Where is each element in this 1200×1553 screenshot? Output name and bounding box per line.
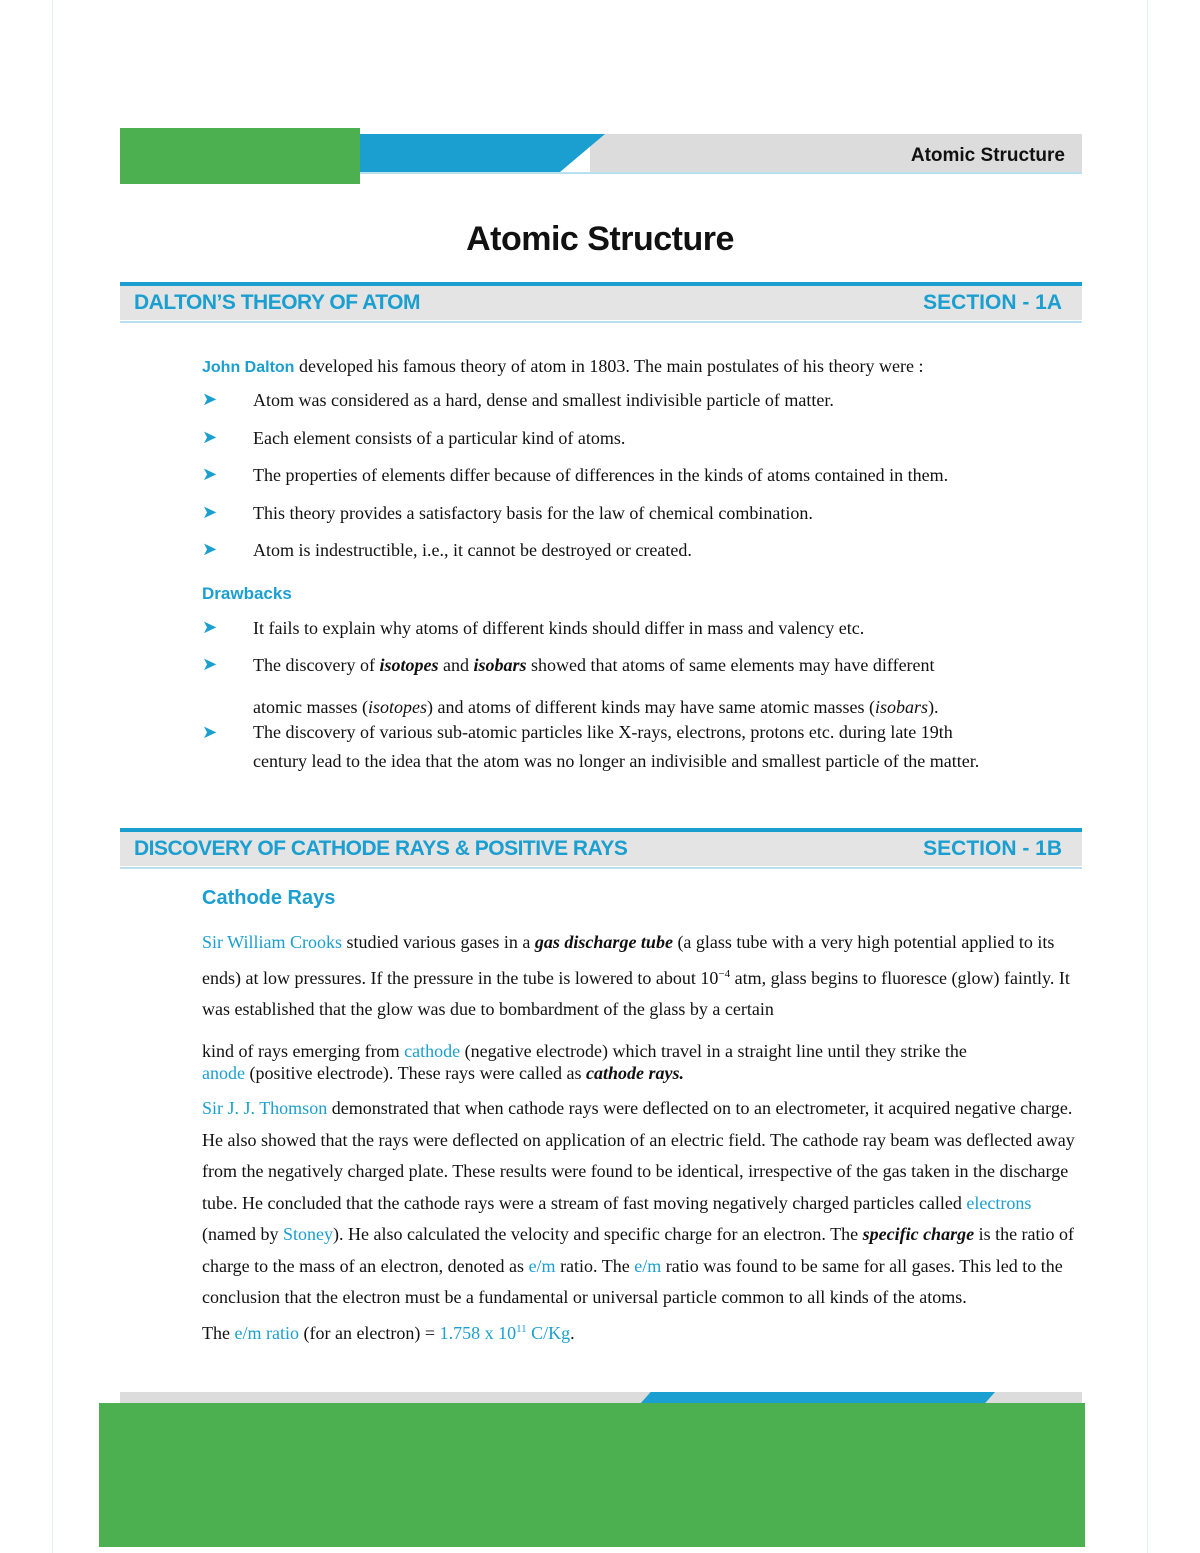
text-run: ). He also calculated the velocity and specific charge for an electron. The <box>333 1224 863 1244</box>
bullet-arrow-icon: ➤ <box>202 464 218 485</box>
crooks-paragraph-continued <box>202 1040 1078 1084</box>
section-1b-label: SECTION - 1B <box>923 837 1062 860</box>
stoney-term: Stoney <box>282 1224 333 1244</box>
bullet-arrow-icon: ➤ <box>202 617 218 638</box>
text-run: ratio. The <box>555 1255 635 1276</box>
gas-discharge-tube-term: gas discharge tube <box>534 932 673 952</box>
text-run: ratio was found to be same for all gases. This led to the conclusion that the electron must be a fundamental or universal particle common to all kinds of the atoms. <box>202 1255 1063 1307</box>
em-ratio-term: e/m ratio <box>234 1322 299 1343</box>
section-1a-label: SECTION - 1A <box>923 291 1062 314</box>
dalton-intro-text: developed his famous theory of atom in 1803. The main postulates of his theory were : <box>294 356 924 376</box>
section-1a-heading: DALTON’S THEORY OF ATOM <box>134 291 421 314</box>
thomson-name: Sir J. J. Thomson <box>202 1098 328 1118</box>
header-green-block <box>120 128 360 184</box>
drawbacks-heading: Drawbacks <box>202 584 292 603</box>
bullet-arrow-icon: ➤ <box>202 502 218 523</box>
em-term: e/m <box>634 1255 662 1276</box>
text-run: ). <box>928 697 939 717</box>
em-term: e/m <box>528 1255 556 1276</box>
drawback-text <box>253 718 1079 776</box>
text-run: The <box>202 1322 235 1343</box>
section-1b-heading: DISCOVERY OF CATHODE RAYS & POSITIVE RAYS <box>134 837 628 860</box>
cathode-rays-term: cathode rays. <box>586 1063 684 1083</box>
isotopes-term: isotopes <box>367 697 427 717</box>
text-run: and <box>438 655 474 675</box>
dalton-intro <box>202 350 1078 384</box>
text-run: (negative electrode) which travel in a straight line until they strike the <box>460 1041 967 1061</box>
section-bar-top-line <box>120 282 1082 286</box>
anode-term: anode <box>202 1063 245 1083</box>
section-1a-bar <box>120 282 1082 320</box>
header-blue-stripe <box>355 134 605 172</box>
bullet-arrow-icon: ➤ <box>202 539 218 560</box>
dalton-name: John Dalton <box>202 359 295 376</box>
value-mantissa: 1.758 x 10 <box>439 1322 517 1343</box>
value-unit: C/Kg <box>526 1322 571 1343</box>
text-run: ) and atoms of different kinds may have same atomic masses ( <box>427 697 876 717</box>
thomson-paragraph <box>202 1093 1078 1349</box>
footer-green-block <box>99 1403 1085 1547</box>
cathode-rays-heading: Cathode Rays <box>202 887 336 909</box>
crooks-name: Sir William Crooks <box>202 932 342 952</box>
text-run: (a glass tube with a very high potential applied to its ends) at low pressures. If the pressure in the tube is lowered to about 10 <box>202 932 1055 988</box>
postulate-text: Atom is indestructible, i.e., it cannot be destroyed or created. <box>253 540 692 560</box>
text-run: atomic masses ( <box>253 697 368 717</box>
text-run: demonstrated that when cathode rays were deflected on to an electrometer, it acquired negative charge. He also showed that the rays were deflected on application of an electric field. The cathode ray beam was deflected away from the negatively charged plate. These results were found to be identical, irrespective of the gas taken in the discharge tube. He concluded that the cathode rays were a stream of fast moving negatively charged particles called <box>202 1098 1075 1213</box>
text-run: showed that atoms of same elements may have different <box>526 655 935 675</box>
section-1b-bar <box>120 828 1082 866</box>
drawback-text <box>253 651 1079 679</box>
postulate-text: This theory provides a satisfactory basis for the law of chemical combination. <box>253 503 813 523</box>
text-run: atm, glass begins to fluoresce (glow) faintly. It was established that the glow was due to bombardment of the glass by a certain <box>202 967 1070 1019</box>
text-run: (named by <box>202 1224 283 1244</box>
em-ratio-value <box>440 1323 571 1343</box>
isobars-term: isobars <box>875 697 929 717</box>
text-run: kind of rays emerging from <box>202 1041 405 1061</box>
text-run: is the ratio of charge to the mass of an electron, denoted as <box>202 1224 1075 1276</box>
drawback-text: It fails to explain why atoms of different kinds should differ in mass and valency etc. <box>253 618 865 638</box>
bullet-arrow-icon: ➤ <box>202 654 218 675</box>
postulate-text: Each element consists of a particular kind of atoms. <box>253 428 626 448</box>
section-bar-bottom-line <box>120 867 1082 869</box>
text-run: studied various gases in a <box>341 932 535 952</box>
page-title: Atomic Structure <box>466 220 734 258</box>
electrons-term: electrons <box>966 1192 1032 1213</box>
text-run: . <box>570 1322 575 1343</box>
specific-charge-term: specific charge <box>862 1224 975 1244</box>
cathode-term: cathode <box>404 1041 461 1061</box>
isobars-term: isobars <box>473 655 527 675</box>
crooks-paragraph <box>202 927 1078 1026</box>
value-exponent: 11 <box>516 1322 527 1335</box>
section-bar-bottom-line <box>120 321 1082 323</box>
text-run: The discovery of various sub-atomic particles like X-rays, electrons, protons etc. during late 19th <box>253 722 953 742</box>
bullet-arrow-icon: ➤ <box>202 427 218 448</box>
header-chapter-title: Atomic Structure <box>910 145 1065 166</box>
postulate-text: The properties of elements differ because of differences in the kinds of atoms contained in them. <box>253 465 949 485</box>
postulate-text: Atom was considered as a hard, dense and smallest indivisible particle of matter. <box>253 390 834 410</box>
text-run: century lead to the idea that the atom was no longer an indivisible and smallest particle of the matter. <box>253 751 980 771</box>
bullet-arrow-icon: ➤ <box>202 722 218 743</box>
drawback-text <box>253 693 1079 721</box>
header-underline <box>360 172 1082 174</box>
section-bar-top-line <box>120 828 1082 832</box>
exponent: −4 <box>718 967 731 980</box>
text-run: The discovery of <box>253 655 380 675</box>
text-run: (positive electrode). These rays were called as <box>244 1063 586 1083</box>
isotopes-term: isotopes <box>379 655 439 675</box>
bullet-arrow-icon: ➤ <box>202 389 218 410</box>
text-run: (for an electron) = <box>298 1322 440 1343</box>
